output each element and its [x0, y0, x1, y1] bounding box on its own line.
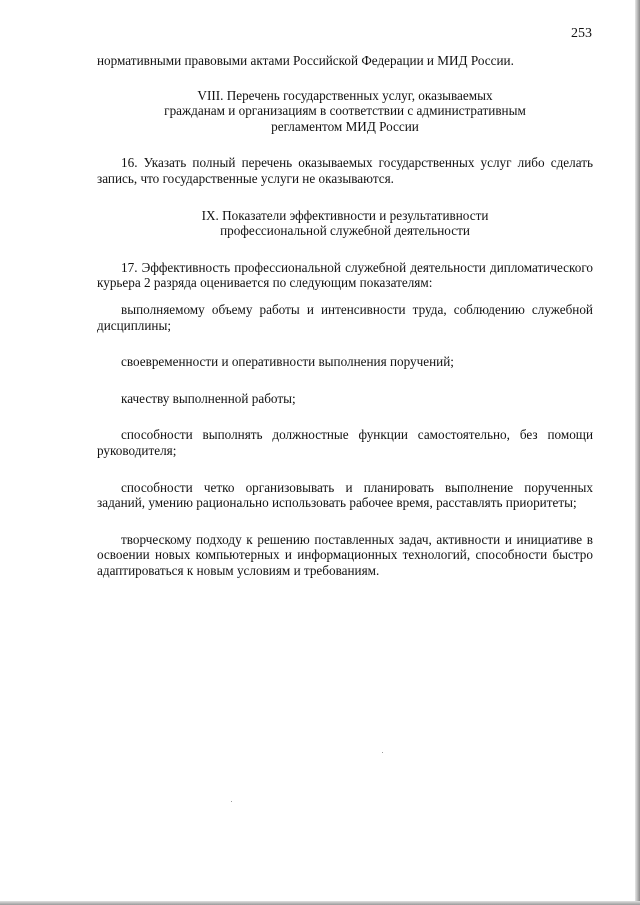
- scan-edge-right: [635, 0, 640, 905]
- section-8-heading-line: гражданам и организациям в соответствии с административным: [164, 103, 526, 119]
- criterion-item: выполняемому объему работы и интенсивности труда, соблюдению служебной дисциплины;: [97, 301, 593, 333]
- scan-edge-bottom: [0, 901, 640, 905]
- section-8-heading-line: регламентом МИД России: [271, 118, 419, 134]
- section-9-heading: [97, 208, 593, 239]
- criterion-item: качеству выполненной работы;: [121, 390, 296, 406]
- scan-speck: [231, 801, 232, 802]
- paragraph-17: 17. Эффективность профессиональной служебной деятельности дипломатического курьера 2 разряда оценивается по следующим показателям:: [97, 259, 593, 291]
- paragraph-16: 16. Указать полный перечень оказываемых государственных услуг либо сделать запись, что государственные услуги не оказываются.: [97, 155, 593, 186]
- page-number: 253: [571, 26, 592, 41]
- criterion-item: своевременности и оперативности выполнения поручений;: [121, 354, 454, 370]
- section-8-heading-line: VIII. Перечень государственных услуг, оказываемых: [197, 87, 493, 103]
- criterion-item: способности четко организовывать и планировать выполнение порученных заданий, умению рационально использовать рабочее время, расставлять приоритеты;: [97, 479, 593, 511]
- document-body: [97, 53, 593, 578]
- scan-speck: [382, 752, 383, 753]
- section-8-heading: [97, 88, 593, 135]
- criterion-item: творческому подходу к решению поставленных задач, активности и инициативе в освоении новых компьютерных и информационных технологий, способности быстро адаптироваться к новым условиям и требованиям.: [97, 531, 593, 578]
- section-9-heading-line: IX. Показатели эффективности и результативности: [201, 207, 489, 223]
- section-9-heading-line: профессиональной служебной деятельности: [220, 223, 470, 239]
- criterion-item: способности выполнять должностные функции самостоятельно, без помощи руководителя;: [97, 427, 593, 458]
- intro-line: нормативными правовыми актами Российской Федерации и МИД России.: [97, 53, 514, 68]
